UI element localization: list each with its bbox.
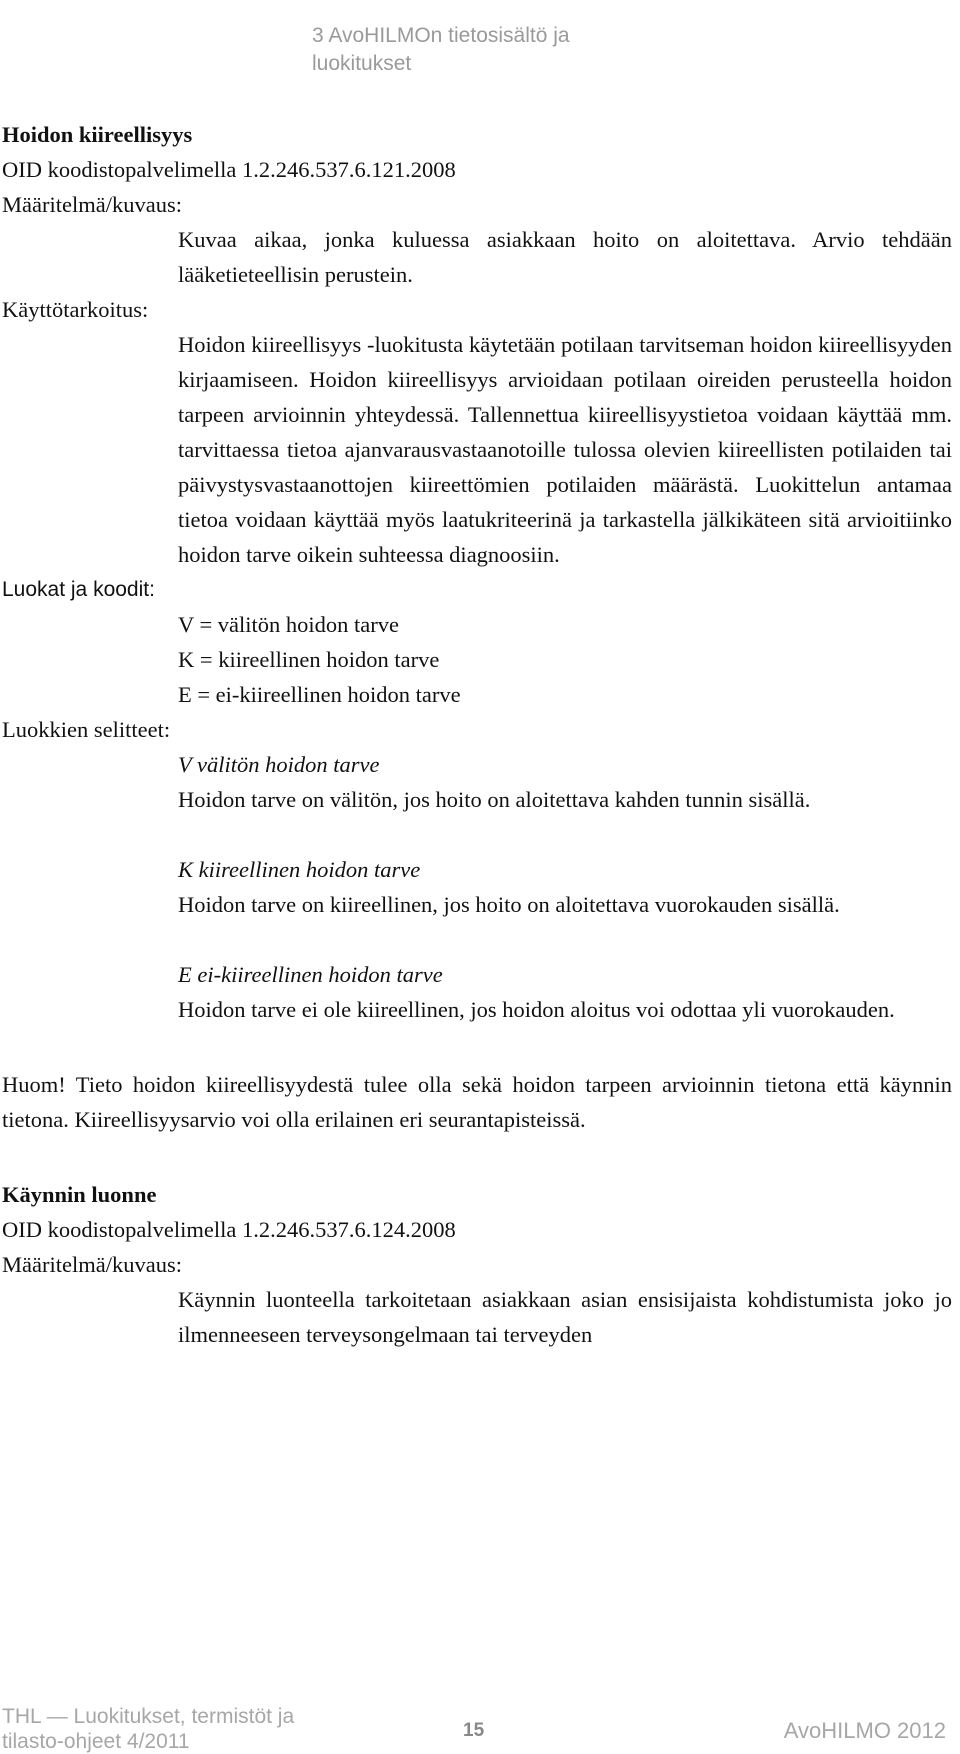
definition-label: Määritelmä/kuvaus: [2,1252,182,1277]
definition-text: Kuvaa aikaa, jonka kuluessa asiakkaan hoito on aloitettava. Arvio tehdään lääketieteellisin perustein. [178,227,952,287]
explanation-heading: K kiireellinen hoidon tarve [178,857,421,882]
explanation-heading: V välitön hoidon tarve [178,752,380,777]
section-title-kaynnin-luonne: Käynnin luonne [2,1182,157,1207]
page-footer [0,1704,960,1751]
usage-text: Hoidon kiireellisyys -luokitusta käytetään potilaan tarvitseman hoidon kiireellisyyden kirjaamiseen. Hoidon kiireellisyys arvioidaan potilaan oireiden perusteella hoidon tarpeen arvioinnin yhteydessä. Tallennettua kiireellisyystietoa voidaan käyttää mm. tarvittaessa tietoa ajanvarausvastaanotoille tulossa olevien kiireellisten potilaiden tai päivystysvastaanottojen kiireettömien potilaiden määrästä. Luokittelun antamaa tietoa voidaan käyttää myös laatukriteerinä ja tarkastella jälkikäteen sitä arvioitiinko hoidon tarve oikein suhteessa diagnoosiin. [178,332,952,567]
document-body [2,117,952,1352]
class-item: E = ei-kiireellinen hoidon tarve [178,682,461,707]
spacer [2,922,952,957]
footer-document-name: AvoHILMO 2012 [783,1718,946,1743]
page-number: 15 [463,1720,485,1741]
classes-label: Luokat ja koodit: [2,578,155,601]
explanation-text: Hoidon tarve on välitön, jos hoito on aloitettava kahden tunnin sisällä. [178,787,811,812]
definition-text: Käynnin luonteella tarkoitetaan asiakkaan asian ensisijaista kohdistumista joko jo ilmenneeseen terveysongelmaan tai terveyden [178,1287,952,1347]
spacer [2,817,952,852]
class-item: V = välitön hoidon tarve [178,612,399,637]
section-title-hoidon-kiireellisyys: Hoidon kiireellisyys [2,122,193,147]
spacer [2,1027,952,1067]
explanation-heading: E ei-kiireellinen hoidon tarve [178,962,443,987]
explanations-label: Luokkien selitteet: [2,717,171,742]
class-item: K = kiireellinen hoidon tarve [178,647,440,672]
running-header: 3 AvoHILMOn tietosisältö ja luokitukset [312,24,570,75]
oid-line: OID koodistopalvelimella 1.2.246.537.6.121.2008 [2,157,456,182]
footer-publication: THL — Luokitukset, termistöt ja tilasto-ohjeet 4/2011 [2,1705,295,1753]
explanation-text: Hoidon tarve ei ole kiireellinen, jos hoidon aloitus voi odottaa yli vuorokauden. [178,997,895,1022]
definition-label: Määritelmä/kuvaus: [2,192,182,217]
spacer [2,1137,952,1177]
oid-line: OID koodistopalvelimella 1.2.246.537.6.124.2008 [2,1217,456,1242]
note-paragraph: Huom! Tieto hoidon kiireellisyydestä tulee olla sekä hoidon tarpeen arvioinnin tietona että käynnin tietona. Kiireellisyysarvio voi olla erilainen eri seurantapisteissä. [2,1072,952,1132]
usage-label: Käyttötarkoitus: [2,297,149,322]
explanation-text: Hoidon tarve on kiireellinen, jos hoito on aloitettava vuorokauden sisällä. [178,892,840,917]
